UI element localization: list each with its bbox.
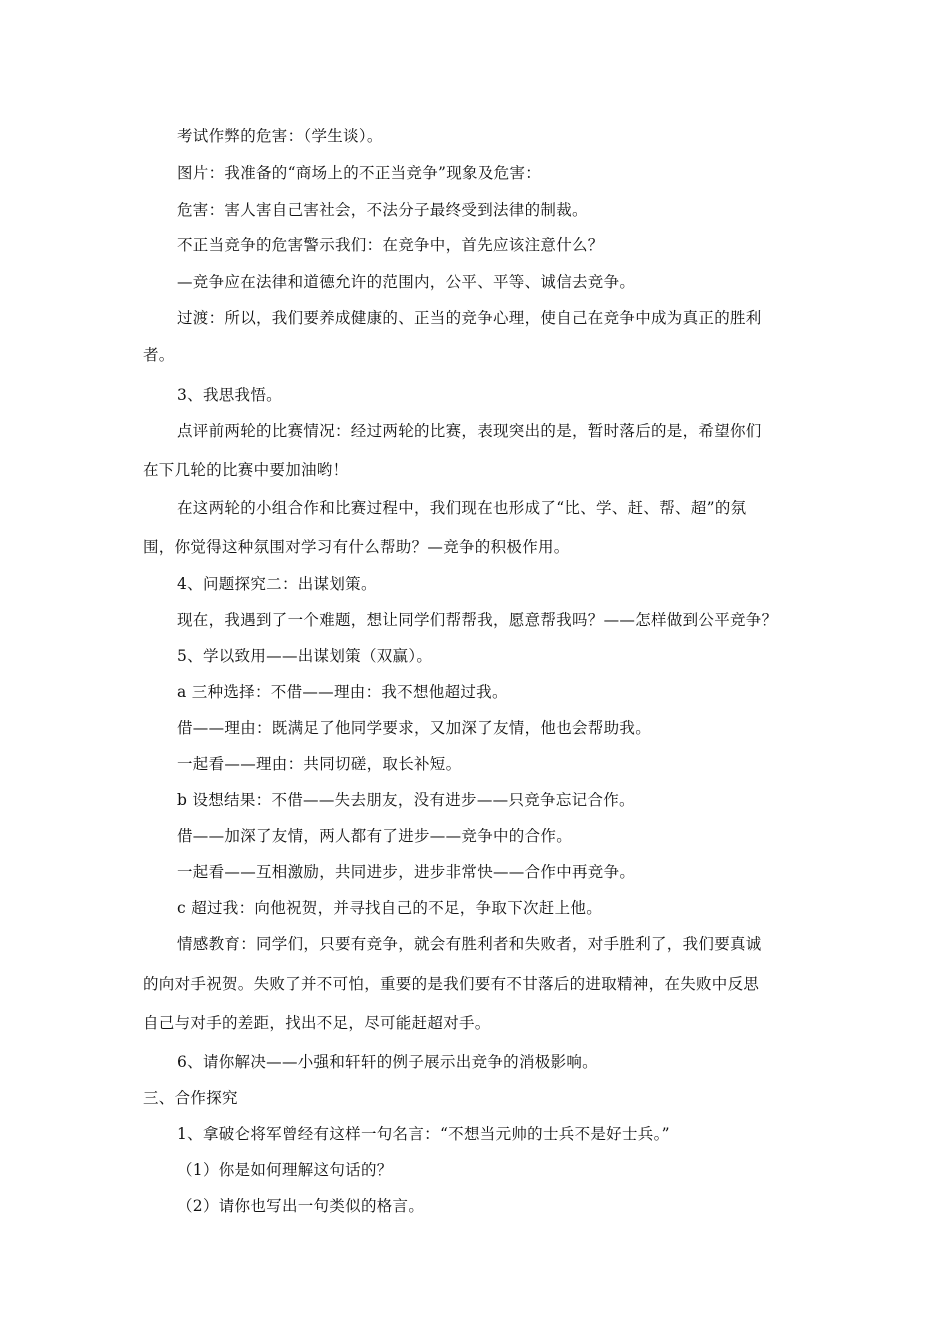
text-line: （1）你是如何理解这句话的？ <box>177 1161 393 1179</box>
text-line: —竞争应在法律和道德允许的范围内，公平、平等、诚信去竞争。 <box>177 273 636 291</box>
text-line: b 设想结果：不借——失去朋友，没有进步——只竞争忘记合作。 <box>177 791 635 809</box>
text-line: 的向对手祝贺。失败了并不可怕，重要的是我们要有不甘落后的进取精神，在失败中反思 <box>143 975 760 993</box>
text-line: 在这两轮的小组合作和比赛过程中，我们现在也形成了“比、学、赶、帮、超”的氛 <box>177 499 747 517</box>
text-line: 图片：我准备的“商场上的不正当竞争”现象及危害： <box>177 164 542 182</box>
text-line: 5、学以致用——出谋划策（双赢）。 <box>177 647 433 665</box>
text-line: （2）请你也写出一句类似的格言。 <box>177 1197 425 1215</box>
text-line: 6、请你解决——小强和轩轩的例子展示出竞争的消极影响。 <box>177 1053 598 1071</box>
text-line: a 三种选择：不借——理由：我不想他超过我。 <box>177 683 508 701</box>
text-line: 点评前两轮的比赛情况：经过两轮的比赛，表现突出的是，暂时落后的是，希望你们 <box>177 422 762 440</box>
text-line: 3、我思我悟。 <box>177 386 282 404</box>
text-line: 借——加深了友情，两人都有了进步——竞争中的合作。 <box>177 827 573 845</box>
text-line: 围，你觉得这种氛围对学习有什么帮助？—竞争的积极作用。 <box>143 538 570 556</box>
text-line: 在下几轮的比赛中要加油哟！ <box>143 461 349 479</box>
text-line: 4、问题探究二：出谋划策。 <box>177 575 377 593</box>
text-line: 现在，我遇到了一个难题，想让同学们帮帮我，愿意帮我吗？——怎样做到公平竞争？ <box>177 611 778 629</box>
text-line: 自己与对手的差距，找出不足，尽可能赶超对手。 <box>143 1014 491 1032</box>
text-line: 借——理由：既满足了他同学要求，又加深了友情，他也会帮助我。 <box>177 719 652 737</box>
text-line: 危害：害人害自己害社会，不法分子最终受到法律的制裁。 <box>177 201 588 219</box>
text-line: 过渡：所以，我们要养成健康的、正当的竞争心理，使自己在竞争中成为真正的胜利 <box>177 309 762 327</box>
text-line: 情感教育：同学们，只要有竞争，就会有胜利者和失败者，对手胜利了，我们要真诚 <box>177 935 762 953</box>
text-line: 考试作弊的危害：（学生谈）。 <box>177 127 383 145</box>
text-line: 1、拿破仑将军曾经有这样一句名言：“不想当元帅的士兵不是好士兵。” <box>177 1125 670 1143</box>
text-line: 一起看——理由：共同切磋，取长补短。 <box>177 755 462 773</box>
section-heading: 三、合作探究 <box>143 1089 238 1107</box>
text-line: 一起看——互相激励，共同进步，进步非常快——合作中再竞争。 <box>177 863 636 881</box>
text-line: 者。 <box>143 346 175 364</box>
text-line: c 超过我：向他祝贺，并寻找自己的不足，争取下次赶上他。 <box>177 899 603 917</box>
text-line: 不正当竞争的危害警示我们：在竞争中，首先应该注意什么？ <box>177 236 604 254</box>
